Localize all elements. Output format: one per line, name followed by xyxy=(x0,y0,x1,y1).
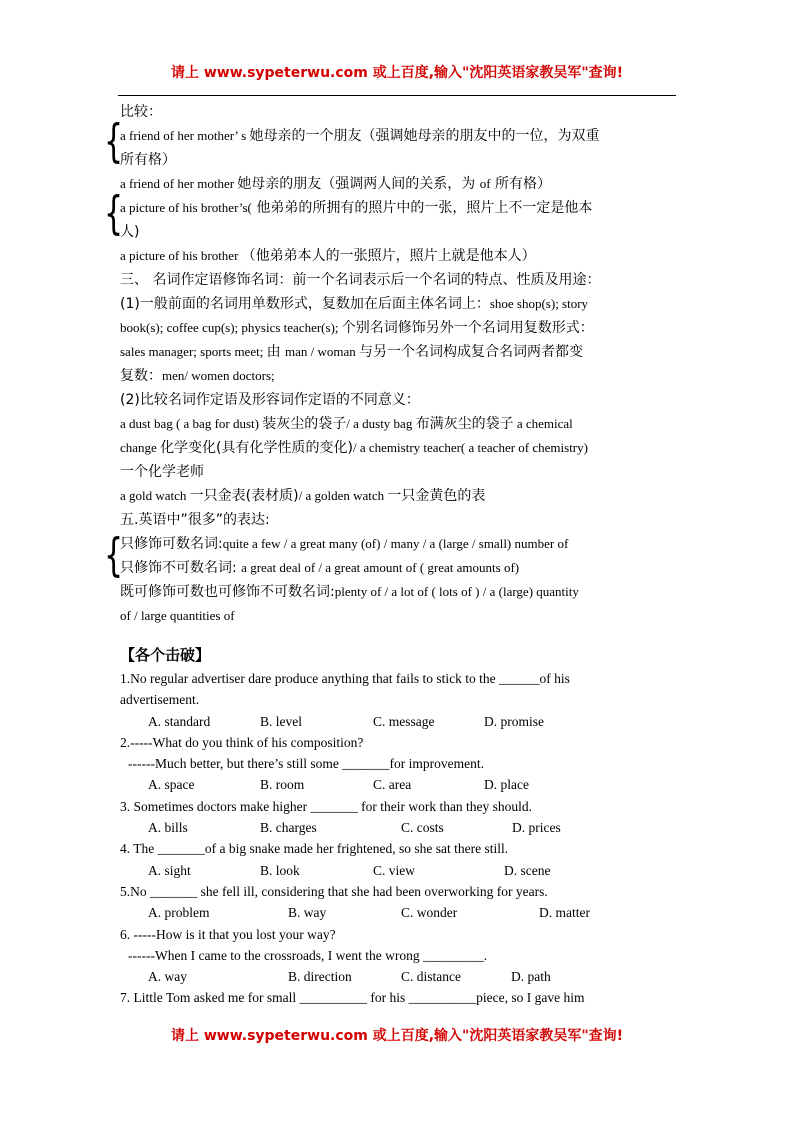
brace-3: { xyxy=(104,530,124,583)
option: C. view xyxy=(373,862,415,878)
brace-2: { xyxy=(104,188,124,241)
option: D. prices xyxy=(512,820,561,836)
line: a dust bag ( a bag for dust) 装灰尘的袋子/ a dusty bag 布满灰尘的袋子 a chemical xyxy=(120,416,573,432)
document-body xyxy=(120,100,672,1009)
option: C. area xyxy=(373,777,412,793)
brace-1: { xyxy=(104,116,124,169)
option: B. way xyxy=(288,905,327,921)
option: A. sight xyxy=(148,862,191,878)
line: (2)比较名词作定语及形容词作定语的不同意义： xyxy=(120,392,420,408)
line: 所有格） xyxy=(120,152,176,168)
line: 只修饰不可数名词: a great deal of / a great amount of ( great amounts of) xyxy=(120,560,520,576)
option: C. message xyxy=(373,713,435,729)
option: B. look xyxy=(260,862,300,878)
page-header: 请上 www.sypeterwu.com 或上百度,输入"沈阳英语家教吴军"查询! xyxy=(170,65,624,81)
question-5: 5.No _______ she fell ill, considering that she had been overworking for years. xyxy=(120,883,548,899)
line: sales manager; sports meet; 由 man / woman 与另一个名词构成复合名词两者都变 xyxy=(120,344,584,360)
question-2-options xyxy=(120,774,672,795)
option: B. direction xyxy=(288,969,352,985)
line: change 化学变化(具有化学性质的变化)/ a chemistry teacher( a teacher of chemistry) xyxy=(120,440,588,456)
option: C. costs xyxy=(401,820,444,836)
option: C. distance xyxy=(401,969,461,985)
question-2-reply: ------Much better, but there’s still some _______for improvement. xyxy=(128,756,484,772)
question-3: 3. Sometimes doctors make higher _______ for their work than they should. xyxy=(120,798,533,814)
question-1-cont: advertisement. xyxy=(120,692,200,708)
option: A. problem xyxy=(148,905,210,921)
question-1-options xyxy=(120,711,672,732)
line: a friend of her mother 她母亲的朋友（强调两人间的关系，为 of 所有格） xyxy=(120,176,552,192)
line: book(s); coffee cup(s); physics teacher(s); 个别名词修饰另外一个名词用复数形式： xyxy=(120,320,594,336)
line: 既可修饰可数也可修饰不可数名词:plenty of / a lot of ( lots of ) / a (large) quantity xyxy=(120,584,579,600)
header-rule xyxy=(118,95,676,96)
line: (1)一般前面的名词用单数形式，复数加在后面主体名词上：shoe shop(s); story xyxy=(120,296,589,312)
question-6: 6. -----How is it that you lost your way? xyxy=(120,926,336,942)
line: a picture of his brother （他弟弟本人的一张照片，照片上就是他本人） xyxy=(120,248,536,264)
line: 一个化学老师 xyxy=(120,464,204,480)
option: B. level xyxy=(260,713,302,729)
option: C. wonder xyxy=(401,905,458,921)
option: D. matter xyxy=(539,905,590,921)
option: A. standard xyxy=(148,713,211,729)
page-footer: 请上 www.sypeterwu.com 或上百度,输入"沈阳英语家教吴军"查询! xyxy=(170,1028,624,1044)
question-4: 4. The _______of a big snake made her frightened, so she sat there still. xyxy=(120,841,509,857)
question-6-reply: ------When I came to the crossroads, I went the wrong _________. xyxy=(128,947,488,963)
line: 复数：men/ women doctors; xyxy=(120,368,275,384)
option: D. path xyxy=(511,969,551,985)
question-2: 2.-----What do you think of his composition? xyxy=(120,734,364,750)
line: a friend of her mother’ s 她母亲的一个朋友（强调她母亲的朋友中的一位，为双重 xyxy=(120,128,600,144)
option: A. way xyxy=(148,969,187,985)
line: a gold watch 一只金表(表材质)/ a golden watch 一只金黄色的表 xyxy=(120,488,486,504)
option: D. scene xyxy=(504,862,551,878)
question-4-options xyxy=(120,860,672,881)
question-5-options xyxy=(120,902,672,923)
line: 五.英语中”很多”的表达: xyxy=(120,512,270,528)
option: A. bills xyxy=(148,820,188,836)
line: 只修饰可数名词:quite a few / a great many (of) / many / a (large / small) number of xyxy=(120,536,569,552)
option: B. charges xyxy=(260,820,317,836)
question-7: 7. Little Tom asked me for small __________ for his __________piece, so I gave him xyxy=(120,990,585,1006)
question-1: 1.No regular advertiser dare produce anything that fails to stick to the ______of his xyxy=(120,671,570,686)
question-3-options xyxy=(120,817,672,838)
section-title: 【各个击破】 xyxy=(120,646,211,664)
line: a picture of his brother’s( 他弟弟的所拥有的照片中的一张，照片上不一定是他本 xyxy=(120,200,593,216)
option: D. place xyxy=(484,777,529,793)
line: 三、 名词作定语修饰名词：前一个名词表示后一个名词的特点、性质及用途： xyxy=(120,272,601,288)
option: D. promise xyxy=(484,713,544,729)
question-6-options xyxy=(120,966,672,987)
line: 人) xyxy=(120,224,140,240)
option: B. room xyxy=(260,777,305,793)
option: A. space xyxy=(148,777,195,793)
line: of / large quantities of xyxy=(120,608,235,623)
line: 比较： xyxy=(120,104,162,120)
